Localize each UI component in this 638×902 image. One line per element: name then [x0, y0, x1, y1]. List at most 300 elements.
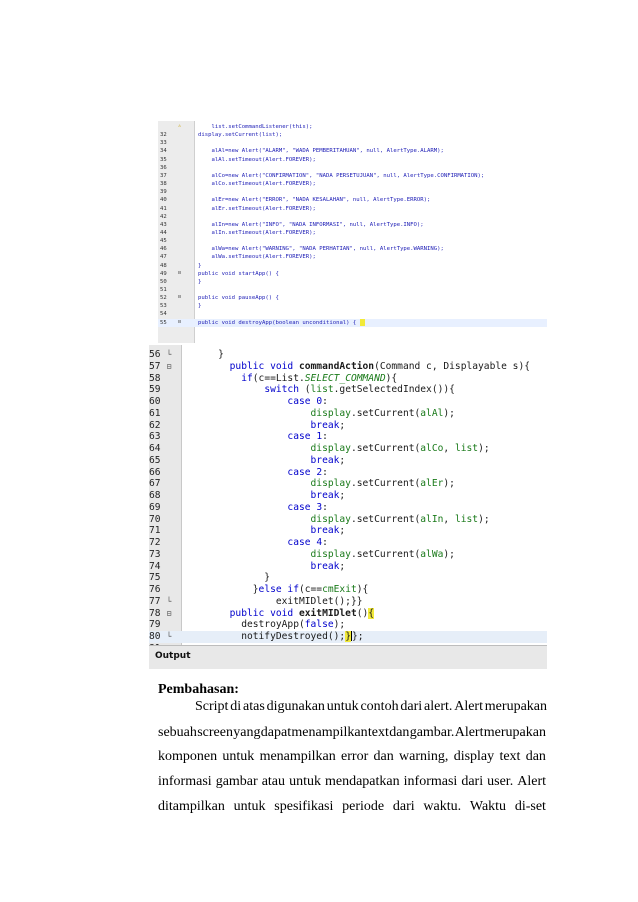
code-text — [195, 561, 345, 573]
code-token: .setCurrent( — [350, 407, 421, 419]
word: di — [230, 699, 242, 714]
code-text — [195, 631, 364, 643]
code-text: } — [198, 303, 202, 310]
code-token: commandAction — [298, 360, 375, 372]
code-text: public void startApp() { — [198, 270, 279, 277]
word: merupakan — [484, 699, 547, 714]
code-text — [195, 443, 490, 455]
code-token — [195, 561, 311, 572]
code-line — [149, 561, 547, 573]
code-line — [149, 525, 547, 537]
code-line — [149, 420, 547, 432]
line-number: 62 — [149, 419, 161, 431]
code-token: display — [310, 478, 351, 490]
paragraph-line-4 — [158, 774, 546, 790]
code-text — [195, 349, 224, 361]
code-token: .setCurrent( — [350, 513, 421, 525]
code-line — [158, 164, 547, 172]
word: dari — [461, 774, 484, 789]
fold-end-icon: └ — [166, 632, 172, 641]
code-line — [149, 514, 547, 526]
code-token: : — [322, 537, 328, 548]
code-line — [158, 188, 547, 196]
code-line — [158, 123, 547, 131]
code-token: alEr — [420, 478, 444, 490]
code-token: case — [287, 396, 317, 407]
line-number: 61 — [149, 407, 161, 419]
code-token — [195, 420, 311, 431]
line-number: 79 — [149, 619, 161, 631]
code-token: ){ — [385, 372, 398, 384]
code-line — [149, 361, 547, 373]
code-line — [158, 245, 547, 253]
word: Waktu — [469, 799, 507, 814]
word: text — [499, 749, 521, 764]
code-line — [149, 373, 547, 385]
code-token: case — [287, 501, 317, 513]
word: warning, — [399, 749, 449, 764]
code-line — [158, 262, 547, 270]
fold-toggle-icon[interactable]: ⊟ — [178, 318, 182, 325]
code-token: () — [356, 607, 369, 619]
word: sebuah — [158, 725, 197, 740]
code-token — [195, 373, 241, 384]
code-text — [195, 490, 345, 502]
code-token: ; — [339, 419, 346, 431]
code-text: alWa=new Alert("WARNING", "NADA PERHATIAN", null, AlertType.WARNING); — [198, 246, 444, 253]
word: Script — [195, 699, 229, 714]
code-token: ; — [339, 560, 346, 572]
code-token: 2 — [316, 466, 323, 478]
code-line — [158, 147, 547, 155]
line-number: 55 — [160, 319, 167, 326]
code-token — [195, 408, 311, 419]
line-number: 34 — [160, 148, 167, 155]
word: dan — [389, 725, 410, 740]
code-line — [149, 467, 547, 479]
bracket-match-highlight — [360, 319, 365, 326]
code-token: break — [310, 490, 340, 501]
code-text: alWa.setTimeout(Alert.FOREVER); — [198, 254, 316, 261]
code-line — [158, 310, 547, 318]
line-number: 54 — [160, 311, 167, 318]
word: merupakan — [483, 725, 546, 740]
line-number: 33 — [160, 140, 167, 147]
word: periode — [342, 799, 385, 814]
code-text — [195, 584, 368, 596]
code-text: display.setCurrent(list); — [198, 132, 283, 139]
code-token: } — [195, 584, 259, 595]
code-token — [195, 490, 311, 501]
line-number: 43 — [160, 221, 167, 228]
code-token: } — [195, 349, 224, 360]
paragraph-line-3 — [158, 749, 546, 765]
word: Alert — [454, 699, 483, 714]
code-text: alAl=new Alert("ALARM", "WADA PEMBERITAHUAN", null, AlertType.ALARM); — [198, 148, 444, 155]
code-token: switch — [264, 384, 299, 396]
code-token: 0 — [316, 396, 323, 407]
code-token: alWa — [420, 548, 444, 560]
code-token: display — [310, 407, 351, 419]
code-token: case — [287, 537, 317, 548]
code-token: ; — [339, 490, 346, 501]
word: mendapatkan — [324, 774, 400, 789]
line-number: 56 — [149, 349, 161, 360]
code-screenshot-top — [158, 121, 547, 343]
output-tab-label[interactable]: Output — [155, 651, 191, 661]
code-text: alCo.setTimeout(Alert.FOREVER); — [198, 181, 316, 188]
code-token — [195, 396, 287, 407]
word: untuk — [222, 749, 255, 764]
line-number: 66 — [149, 466, 161, 478]
code-token: : — [322, 396, 328, 407]
code-token: : — [322, 501, 328, 513]
code-token: ; — [339, 454, 346, 466]
code-text — [195, 373, 397, 385]
code-line — [158, 286, 547, 294]
code-token: } — [345, 631, 351, 642]
word: untuk — [326, 699, 359, 714]
code-token: .setCurrent( — [350, 478, 421, 490]
code-line — [149, 443, 547, 455]
code-token: alIn — [420, 513, 444, 525]
code-token: if — [241, 372, 253, 384]
code-text: alIn=new Alert("INFO", "NADA INFORMASI", null, AlertType.INFO); — [198, 221, 424, 228]
code-token — [195, 443, 311, 454]
code-token — [195, 549, 311, 560]
code-token — [195, 537, 287, 548]
line-number: 80 — [149, 631, 161, 642]
code-line — [158, 229, 547, 237]
line-number: 69 — [149, 501, 161, 513]
paragraph-line-5 — [158, 799, 546, 815]
code-token: 1 — [316, 431, 323, 443]
line-number: 39 — [160, 189, 167, 196]
word: text — [367, 725, 389, 740]
word: atau — [261, 774, 286, 789]
fold-toggle-icon[interactable]: ⊟ — [166, 608, 172, 618]
code-token: : — [322, 431, 328, 443]
code-line — [149, 596, 547, 608]
code-token: { — [368, 607, 375, 619]
line-number: 64 — [149, 443, 161, 454]
line-number: 40 — [160, 197, 167, 204]
code-text — [195, 525, 345, 537]
code-line — [149, 431, 547, 443]
code-token: (Command c, Displayable s){ — [374, 360, 531, 372]
code-text — [195, 420, 345, 432]
section-heading: Pembahasan: — [158, 682, 239, 697]
code-line — [149, 349, 547, 361]
line-number: 70 — [149, 513, 161, 525]
code-token: ); — [478, 443, 490, 454]
code-token: list — [454, 443, 479, 454]
code-token: list — [310, 384, 334, 396]
fold-end-icon: └ — [166, 350, 172, 359]
word: waktu. — [423, 799, 462, 814]
code-token: else if — [258, 584, 299, 595]
code-token: } — [195, 572, 271, 584]
code-token: display — [310, 443, 351, 454]
code-token: 3 — [316, 501, 323, 513]
word: contoh — [360, 699, 399, 714]
line-number: 35 — [160, 156, 167, 163]
code-token: list — [454, 513, 479, 525]
code-token: display — [310, 513, 351, 525]
word: digunakan — [266, 699, 325, 714]
code-line — [158, 221, 547, 229]
code-line — [158, 139, 547, 147]
word: komponen — [158, 749, 218, 764]
code-token — [195, 467, 287, 478]
code-token: exitMIDlet — [298, 607, 357, 619]
line-number: 74 — [149, 560, 161, 572]
word: menampilkan — [259, 749, 336, 764]
line-number: 51 — [160, 287, 167, 293]
code-line — [149, 455, 547, 467]
code-text — [195, 572, 270, 584]
code-text: alEr=new Alert("ERROR", "NADA KESALAHAN", null, AlertType.ERROR); — [198, 197, 431, 204]
code-text — [195, 396, 328, 408]
word: Alert — [517, 774, 546, 789]
word: gambar — [215, 774, 258, 789]
code-token: exitMIDlet();}} — [195, 595, 363, 607]
code-line — [149, 572, 547, 584]
code-token: ); — [443, 407, 455, 419]
code-token: SELECT_COMMAND — [304, 372, 386, 384]
code-text — [195, 537, 328, 549]
line-number: 78 — [149, 607, 161, 619]
code-token: false — [304, 619, 334, 631]
word: yang — [233, 725, 261, 740]
code-line — [158, 196, 547, 204]
word: screen — [197, 725, 233, 740]
word: atas — [243, 699, 265, 714]
code-token: .setCurrent( — [350, 548, 421, 560]
code-token — [195, 502, 287, 513]
code-token — [195, 361, 230, 372]
line-number: 32 — [160, 132, 167, 139]
code-line — [149, 490, 547, 502]
code-line — [149, 608, 547, 620]
code-text — [195, 549, 455, 561]
line-number: 73 — [149, 548, 161, 560]
justified-line — [195, 699, 547, 715]
code-token — [195, 478, 311, 489]
code-text — [195, 608, 374, 620]
code-text: public void pauseApp() { — [198, 295, 279, 302]
line-number: 67 — [149, 478, 161, 490]
code-token: cmExit — [322, 584, 357, 595]
code-line — [149, 502, 547, 514]
code-line — [149, 631, 547, 643]
code-token: case — [287, 431, 317, 443]
code-token: 4 — [316, 537, 323, 548]
code-token: : — [322, 466, 328, 478]
line-number: 58 — [149, 372, 161, 384]
code-token: .getSelectedIndex()){ — [333, 384, 455, 396]
code-token: break — [310, 525, 340, 537]
warning-icon: ⚠ — [178, 123, 182, 129]
word: display — [453, 749, 495, 764]
word: untuk — [289, 774, 321, 789]
code-token — [195, 608, 230, 619]
code-line — [158, 302, 547, 310]
line-number: 49 — [160, 270, 167, 277]
code-line — [158, 172, 547, 180]
line-number: 36 — [160, 164, 167, 171]
code-line — [158, 131, 547, 139]
code-token: public void — [229, 360, 299, 372]
code-token: break — [310, 560, 340, 572]
code-token: case — [287, 466, 317, 478]
word: untuk — [233, 799, 266, 814]
fold-toggle-icon[interactable]: ⊟ — [166, 361, 172, 371]
code-token: destroyApp( — [195, 619, 305, 631]
paragraph-line-1 — [195, 699, 547, 715]
code-text — [195, 431, 328, 443]
code-text — [195, 502, 328, 514]
word: di-set — [514, 799, 546, 814]
code-token: ); — [333, 619, 346, 631]
word: ditampilkan — [158, 799, 225, 814]
code-line — [149, 384, 547, 396]
code-line — [158, 319, 547, 327]
code-line — [158, 294, 547, 302]
code-line — [149, 478, 547, 490]
justified-line — [158, 799, 546, 815]
code-token: ; — [339, 525, 346, 537]
line-number: 50 — [160, 278, 167, 285]
word: menampilkan — [291, 725, 368, 740]
word: dari — [392, 799, 415, 814]
line-number: 38 — [160, 181, 167, 188]
code-text — [195, 478, 455, 490]
output-tab-bar — [149, 645, 547, 669]
line-number: 75 — [149, 572, 161, 584]
code-token: ); — [443, 478, 455, 490]
word: alert. — [424, 699, 453, 714]
word: dan — [525, 749, 546, 764]
word: error — [341, 749, 369, 764]
line-number: 41 — [160, 205, 167, 212]
code-token: , — [443, 513, 455, 525]
code-token — [195, 455, 311, 466]
word: user. — [487, 774, 514, 789]
word: informasi — [403, 774, 458, 789]
line-number: 44 — [160, 229, 167, 236]
justified-line — [158, 774, 546, 790]
code-text — [195, 408, 455, 420]
word: Alert — [454, 725, 484, 740]
line-number: 53 — [160, 303, 167, 310]
code-token: ){ — [356, 584, 369, 595]
code-token: display — [310, 548, 351, 560]
fold-toggle-icon[interactable]: ⊟ — [178, 294, 182, 301]
line-number: 57 — [149, 360, 161, 372]
code-text — [195, 619, 345, 631]
code-line — [149, 396, 547, 408]
code-token: }; — [351, 631, 364, 642]
code-token — [195, 431, 287, 442]
code-token: ); — [443, 548, 455, 560]
code-line — [158, 156, 547, 164]
code-token: ); — [478, 513, 490, 525]
code-text: alCo=new Alert("CONFIRMATION", "NADA PERSETUJUAN", null, AlertType.CONFIRMATION); — [198, 172, 485, 179]
code-token: break — [310, 454, 340, 466]
code-token: , — [443, 443, 455, 454]
code-text: alEr.setTimeout(Alert.FOREVER); — [198, 205, 316, 212]
code-token: public void — [229, 607, 299, 619]
word: gambar. — [409, 725, 455, 740]
word: dan — [373, 749, 394, 764]
code-text: } — [198, 278, 202, 285]
code-line — [158, 278, 547, 286]
code-line — [149, 408, 547, 420]
code-line — [158, 253, 547, 261]
paragraph-line-2 — [158, 725, 546, 741]
code-text — [195, 361, 530, 373]
code-line — [158, 270, 547, 278]
code-text — [195, 596, 363, 608]
code-line — [149, 584, 547, 596]
code-text — [195, 455, 345, 467]
code-token: break — [310, 419, 340, 431]
justified-line — [158, 749, 546, 765]
line-number: 48 — [160, 262, 167, 269]
fold-end-icon: └ — [166, 596, 172, 606]
code-text: list.setCommandListener(this); — [198, 124, 313, 130]
code-token: ( — [298, 384, 311, 396]
code-screenshot-bottom — [149, 345, 547, 669]
line-number: 46 — [160, 246, 167, 253]
code-token: notifyDestroyed(); — [195, 631, 346, 642]
code-text: public void destroyApp(boolean unconditional) { — [198, 319, 365, 327]
line-number: 59 — [149, 384, 161, 396]
code-token — [195, 384, 264, 395]
justified-line — [158, 725, 546, 741]
code-token: alCo — [420, 443, 444, 454]
line-number: 71 — [149, 525, 161, 537]
code-line — [149, 537, 547, 549]
code-line — [158, 237, 547, 245]
code-text: } — [198, 262, 202, 269]
word: dapat — [260, 725, 292, 740]
line-number: 63 — [149, 431, 161, 443]
code-text — [195, 384, 455, 396]
word: spesifikasi — [274, 799, 334, 814]
line-number: 65 — [149, 454, 161, 466]
code-text: alIn.setTimeout(Alert.FOREVER); — [198, 229, 316, 236]
code-line — [158, 180, 547, 188]
code-line — [158, 213, 547, 221]
code-token: .setCurrent( — [350, 443, 421, 454]
line-number: 37 — [160, 172, 167, 179]
code-line — [158, 205, 547, 213]
line-number: 76 — [149, 584, 161, 595]
code-token: (c== — [298, 584, 323, 595]
code-text — [195, 514, 490, 526]
line-number: 72 — [149, 537, 161, 548]
word: informasi — [158, 774, 212, 789]
line-number: 42 — [160, 213, 167, 220]
code-token: (c==List. — [252, 372, 305, 384]
fold-toggle-icon[interactable]: ⊟ — [178, 269, 182, 276]
code-token — [195, 514, 311, 525]
code-text — [195, 467, 328, 479]
line-number: 52 — [160, 295, 167, 302]
code-line — [149, 619, 547, 631]
